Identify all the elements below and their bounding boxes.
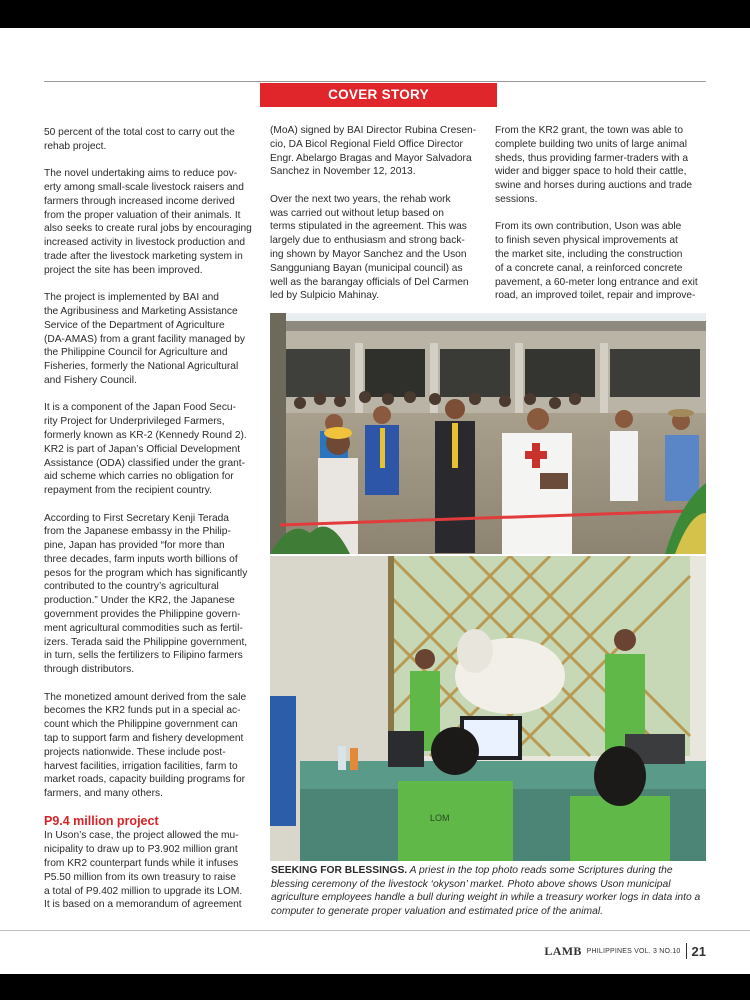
paragraph: Over the next two years, the rehab work was carried out without letup based on terms stipulated in the agreement. This was largely due to enthusiasm and strong back- ing shown by Mayor Sanchez and the Uson Sangguniang Bayan (municipal council) as well as the barangay officials of Del Carmen led by Sulpicio Mahinay.: [270, 193, 469, 302]
top-rule: [44, 81, 706, 82]
paragraph: It is a component of the Japan Food Secu- rity Project for Underprivileged Farmers, formerly known as KR-2 (Kennedy Round 2). KR2 is part of Japan’s Official Development Assistance (ODA) classified under the grant- aid scheme which carries no obligation for repayment from the recipient country.: [44, 402, 247, 497]
magazine-page: [0, 28, 750, 974]
bottom-rule: [0, 930, 750, 931]
paragraph: The project is implemented by BAI and the Agribusiness and Marketing Assistance Service of the Department of Agriculture (DA-AMAS) from a grant facility managed by the Philippine Council for Agriculture and Fisheries, formerly the National Agricultural and Fishery Council.: [44, 292, 245, 386]
photo-caption: [271, 864, 711, 918]
paragraph: According to First Secretary Kenji Terada from the Japanese embassy in the Philip- pine, Japan has provided “for more than three decades, farm inputs worth billions of pesos for the program which has significantly contributed to the country’s agricultural production.” Under the KR2, the Japanese government provides the Philippine govern- ment agricultural commodities such as fertil- izers. Terada said the Philippine government, in turn, sells the fertilizers to Filipino farmers through distributors.: [44, 512, 248, 676]
caption-text: A priest in the top photo reads some Scriptures during the blessing ceremony of the livestock ‘okyson’ market. Photo above shows Uson municipal agriculture employees handle a bull during weight in while a treasury worker logs in data into a computer to generate proper valuation and estimated price of the animal.: [271, 865, 701, 917]
text-column-2: [270, 124, 482, 317]
paragraph: The monetized amount derived from the sale becomes the KR2 funds put in a special ac- count which the Philippine government can tap to support farm and fishery development projects nationwide. These include post- harvest facilities, irrigation facilities, farm to market roads, capacity building programs for farmers, and many others.: [44, 691, 247, 800]
text-column-3: [495, 124, 707, 317]
section-label: COVER STORY: [260, 83, 497, 107]
page-footer: [544, 942, 706, 960]
paragraph: (MoA) signed by BAI Director Rubina Cresen- cio, DA Bicol Regional Field Office Director Engr. Abelargo Bragas and Mayor Salvadora Sanchez in November 12, 2013.: [270, 125, 477, 178]
page-number: 21: [691, 943, 706, 959]
weighing-photo-illustration: [270, 556, 706, 861]
paragraph: In Uson’s case, the project allowed the mu- nicipality to draw up to P3.902 million grant from KR2 counterpart funds while it infuses P5.50 million from its own treasury to raise a total of P9.402 million to upgrade its LOM. It is based on a memorandum of agreement: [44, 830, 243, 911]
shirt-logo-text: LOM: [430, 813, 450, 823]
paragraph: 50 percent of the total cost to carry out the rehab project.: [44, 127, 235, 152]
text-column-1: [44, 126, 258, 926]
blessing-photo-illustration: [270, 313, 706, 554]
paragraph: The novel undertaking aims to reduce pov- erty among small-scale livestock raisers and farmers through increased income derived from the proper valuation of their animals. It also seeks to create rural jobs by encouraging increased activity in livestock production and trade after the livestock marketing system in project the site has been improved.: [44, 168, 252, 276]
volume-label: PHILIPPINES VOL. 3 NO.10: [586, 947, 681, 955]
paragraph: From the KR2 grant, the town was able to complete building two units of large animal sheds, thus providing farmer-traders with a wider and bigger space to hold their cattle, swine and horses during auctions and trade sessions.: [495, 125, 693, 205]
subheading: P9.4 million project: [44, 813, 159, 828]
paragraph: From its own contribution, Uson was able to finish seven physical improvements at the market site, including the construction of a concrete canal, a reinforced concrete pavement, a 60-meter long entrance and exit road, an improved toilet, repair and improve-: [495, 221, 698, 302]
blessing-ceremony-photo: [270, 313, 706, 554]
magazine-brand: LAMB: [544, 943, 582, 958]
footer-divider: [686, 943, 687, 959]
livestock-weighing-photo: [270, 556, 706, 861]
caption-title: SEEKING FOR BLESSINGS.: [271, 865, 408, 876]
